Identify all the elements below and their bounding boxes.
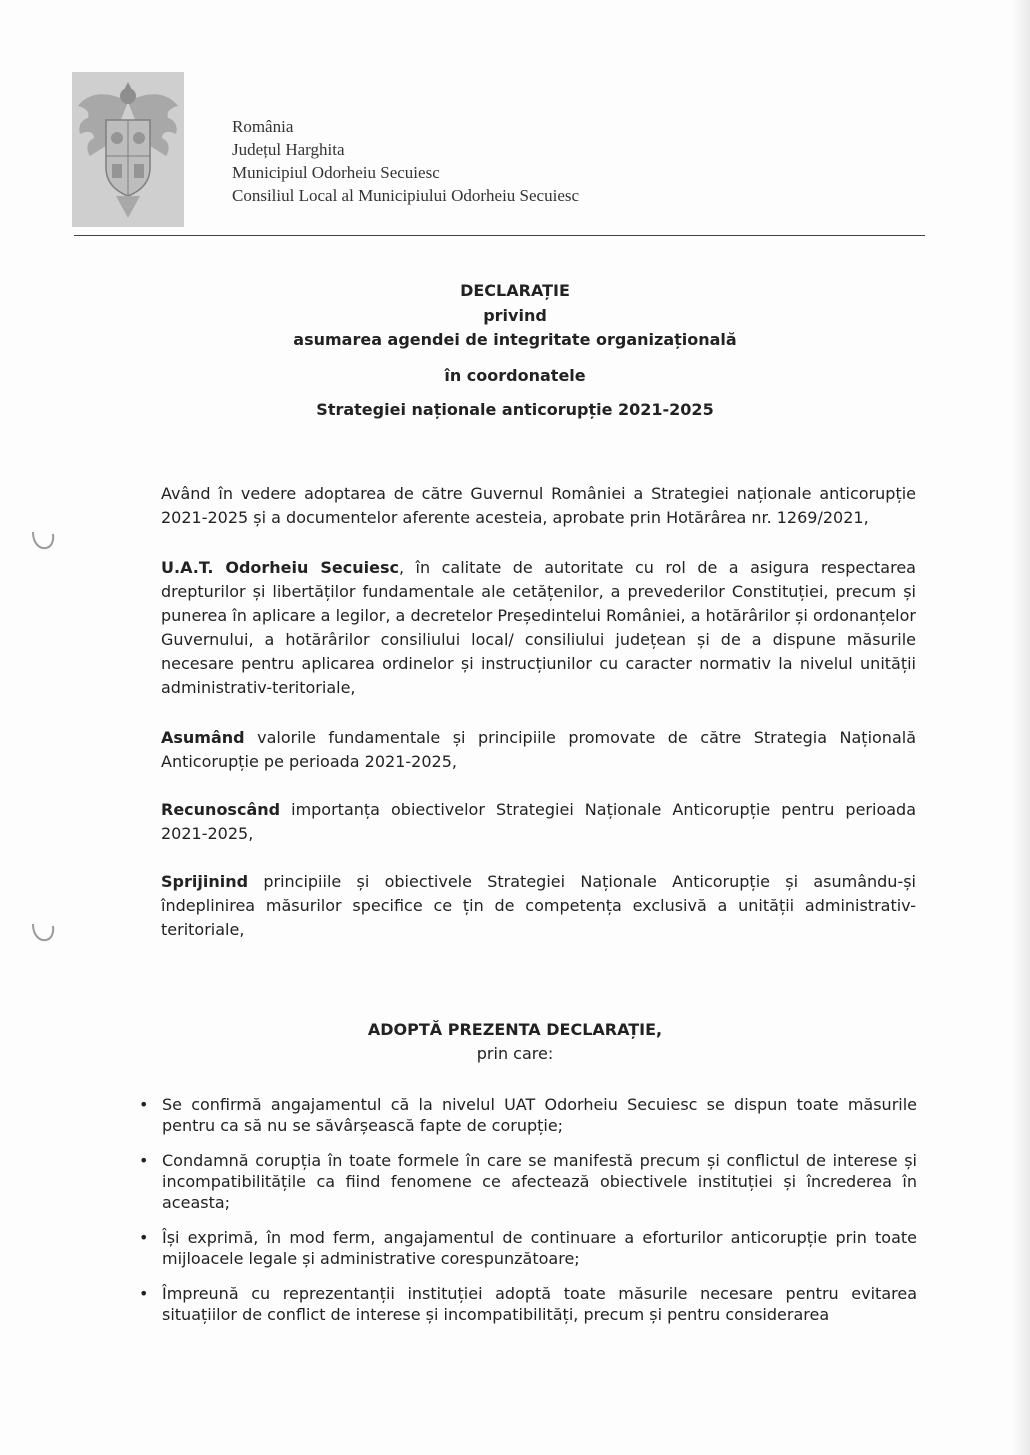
scan-edge-shadow [1010,0,1030,1455]
list-item-text: Își exprimă, în mod ferm, angajamentul de continuare a eforturilor anticorupție prin toate mijloacele legale și administrative corespunzătoare; [162,1228,917,1268]
institution-header [232,115,579,207]
commitments-list [137,1094,917,1339]
paragraph-uat [161,556,916,700]
title-declaration: DECLARAȚIE [460,281,570,300]
paragraph-lead: U.A.T. Odorheiu Secuiesc [161,558,399,577]
county-name: Județul Harghita [232,140,345,159]
bullet-icon: • [139,1228,149,1247]
paragraph-text: Având în vedere adoptarea de către Guvernul României a Strategiei naționale anticorupție 2021-2025 și a documentelor aferente acesteia, aprobate prin Hotărârea nr. 1269/2021, [161,484,916,527]
paragraph-text: , în calitate de autoritate cu rol de a asigura respectarea drepturilor și libertăților fundamentale ale cetățenilor, a prevederilor Constituției, precum și punerea în aplicare a legilor, a decretelor Președintelui României, a hotărârilor și ordonanțelor Guvernului, a hotărârilor consiliului local/ consiliului județean și de a dispune măsurile necesare pentru aplicarea ordinelor și instrucțiunilor cu caracter normativ la nivelul unității administrativ-teritoriale, [161,558,916,697]
list-item [137,1094,917,1136]
paragraph-recognizing [161,798,916,846]
list-item [137,1283,917,1325]
bullet-icon: • [139,1095,149,1114]
adopt-subheading: prin care: [476,1044,554,1063]
punch-hole-icon [30,526,56,552]
bullet-icon: • [139,1284,149,1303]
list-item [137,1150,917,1213]
list-item-text: Împreună cu reprezentanții instituției adoptă toate măsurile necesare pentru evitarea situațiilor de conflict de interese și incompatibilități, precum și pentru considerarea [162,1284,917,1324]
list-item-text: Condamnă corupția în toate formele în care se manifestă precum și conflictul de interese și incompatibilitățile ca fiind fenomene ce afectează obiectivele instituției și încrederea în aceasta; [162,1151,917,1212]
title-subject: asumarea agendei de integritate organizațională [293,330,737,349]
header-divider [74,235,925,236]
council-name: Consiliul Local al Municipiului Odorheiu Secuiesc [232,186,580,205]
paragraph-lead: Sprijinind [161,872,249,891]
bullet-icon: • [139,1151,149,1170]
country-name: România [232,117,294,136]
paragraph-supporting [161,870,916,942]
paragraph-text: principiile și obiectivele Strategiei Naționale Anticorupție și asumându-și îndeplinirea măsurilor specifice ce țin de competența exclusivă a unității administrativ-teritoriale, [161,872,916,939]
list-item [137,1227,917,1269]
punch-hole-icon [30,918,56,944]
paragraph-lead: Recunoscând [161,800,281,819]
title-coordinates: în coordonatele [444,366,586,385]
coat-of-arms-icon [72,72,184,227]
title-strategy: Strategiei naționale anticorupție 2021-2025 [316,400,714,419]
paragraph-text: importanța obiectivelor Strategiei Naționale Anticorupție pentru perioada 2021-2025, [161,800,916,843]
paragraph-context [161,482,916,530]
municipality-name: Municipiul Odorheiu Secuiesc [232,163,440,182]
list-item-text: Se confirmă angajamentul că la nivelul UAT Odorheiu Secuiesc se dispun toate măsurile pentru ca să nu se săvârșească fapte de corupție; [162,1095,917,1135]
paragraph-lead: Asumând [161,728,245,747]
title-privind: privind [483,306,547,325]
adopt-heading: ADOPTĂ PREZENTA DECLARAȚIE, [367,1020,663,1039]
paragraph-text: valorile fundamentale și principiile promovate de către Strategia Națională Anticorupție pe perioada 2021-2025, [161,728,916,771]
paragraph-assuming [161,726,916,774]
